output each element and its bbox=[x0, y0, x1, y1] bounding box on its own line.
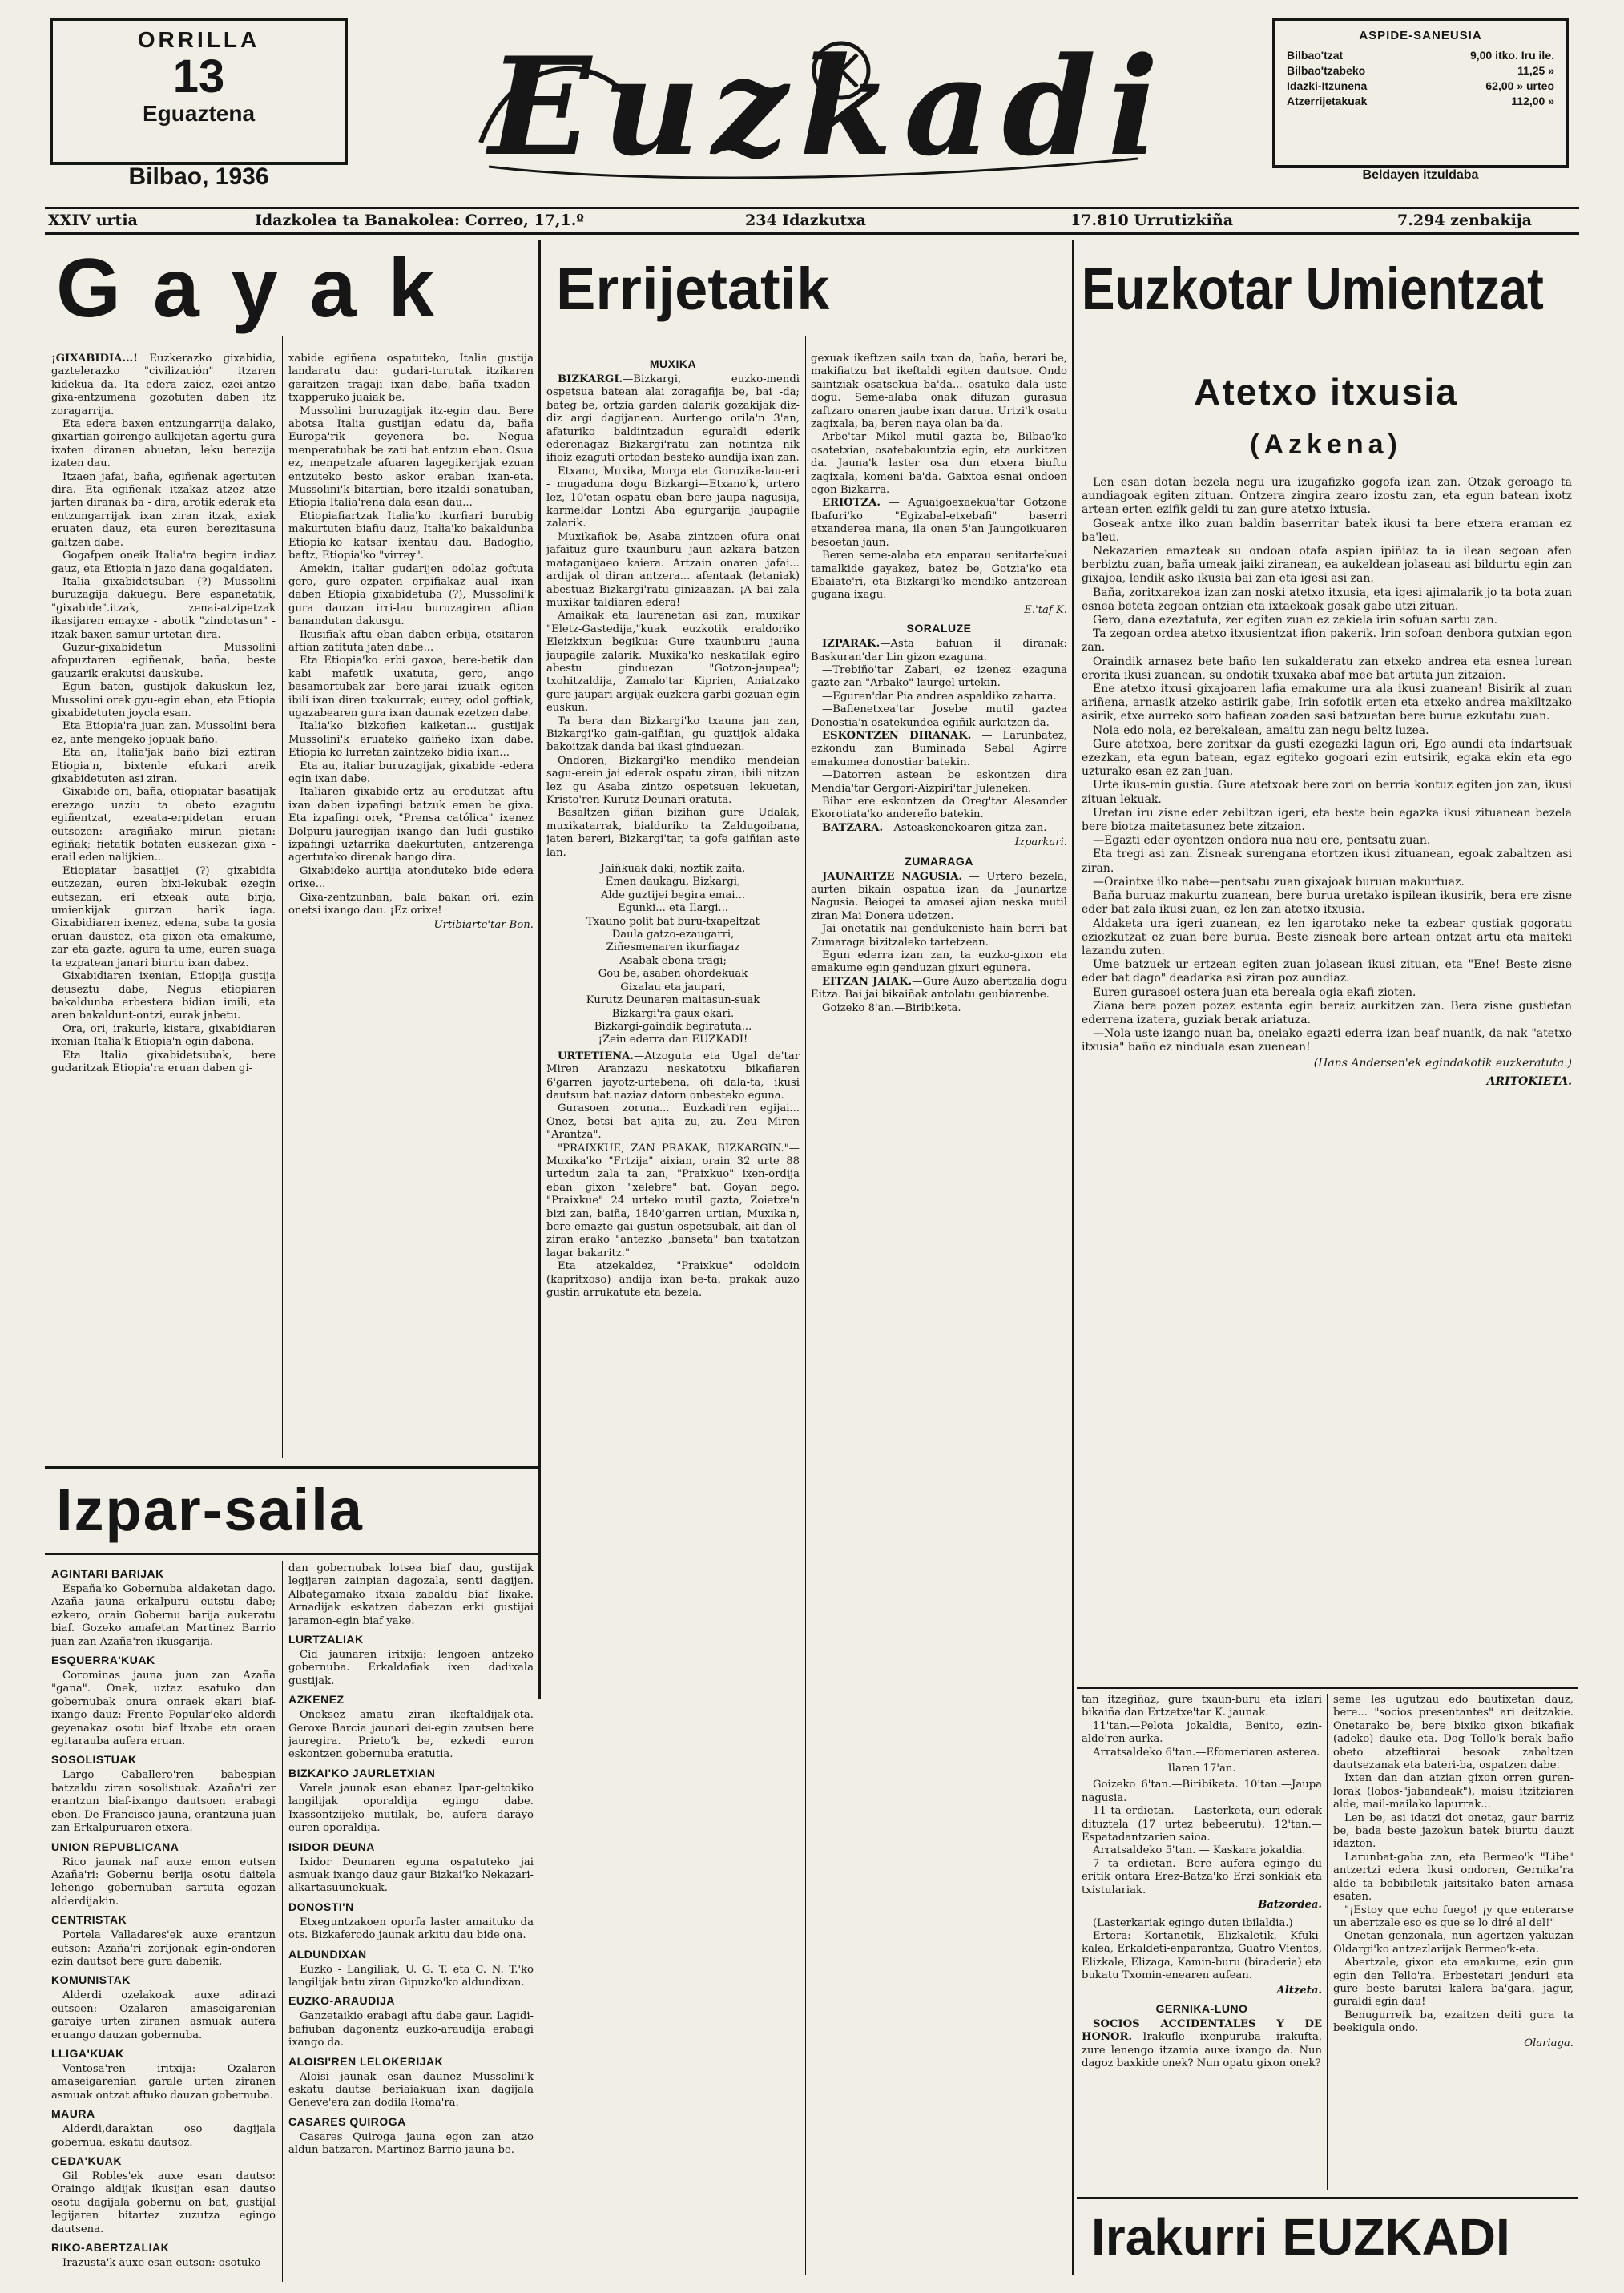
story-title: Atetxo itxusia bbox=[1194, 371, 1458, 413]
section-zumaraga: ZUMARAGA bbox=[905, 854, 973, 868]
errijetatik-headline: Errijetatik bbox=[556, 256, 830, 322]
section-agintari: AGINTARI BARIJAK bbox=[51, 1567, 164, 1580]
signature-batzordea: Batzordea. bbox=[1258, 1899, 1322, 1912]
price-note: Beldayen itzuldaba bbox=[1362, 168, 1479, 182]
signature-etaf: E.'taf K. bbox=[1024, 603, 1067, 616]
date-day: 13 bbox=[172, 50, 225, 103]
stripe-bottom-rule bbox=[45, 232, 1579, 235]
section-aldundia: ALDUNDIXAN bbox=[288, 1947, 367, 1961]
umientzat-headline: Euzkotar Umientzat bbox=[1082, 256, 1544, 322]
signature-aritokieta: ARITOKIETA. bbox=[1486, 1074, 1572, 1088]
section-komunistak: KOMUNISTAK bbox=[51, 1973, 131, 1987]
section-sosolistuak: SOSOLISTUAK bbox=[51, 1753, 137, 1767]
stripe-address: Idazkolea ta Banakolea: Correo, 17,1.º bbox=[255, 212, 584, 229]
section-aloisi: ALOISI'REN LELOKERIJAK bbox=[288, 2054, 444, 2068]
section-casares: CASARES QUIROGA bbox=[288, 2114, 406, 2128]
column-divider bbox=[282, 1561, 283, 2282]
errijetatik-column-1: MUXIKA BIZKARGI.—Bizkargi, euzko-mendi ospetsua batean alai zoragafija be, bai -da; bateg be, ortzia garden dalarik gozakijak diz-diz argi dagijanean. Aurtengo orila'n 3'an, afaturiko baldintzadun eguraldi ederik ederenagaz Bizkargi'ratu zan notintza nik ifioiz ezaguti ortodan besteko aundija ixan zan. Etxano, Muxika, Morga eta Gorozika-lau-eri - mugaduna dogu Bizkargi—Etxano'k, urtero lez, 10'etan ospatu eban bere jaupa nagusija, karmeldar Lontzi Aba egurgarija jaupagile zalarik. Muxikafiok be, Asaba zintzoen ofura onai jafaituz gure txaunburu jaun azkara batzen mataganijaeo kaiera. Artzain onaren jafai... ardijak ol diran antzera... afentaak (letaniak) abestuaz Bizkargi'ratu ginizaazan. ¡A bai zala muxikar taldiaren edera! Amaikak eta laurenetan asi zan, muxikar "Eletz-Gastedija,"kuak euzkotik eraldoriko Eleizkixun begikua: Gure txaunburu jauna jaupagile zalarik. Muxika'ko neskatilak egiro abestu ginduezan "Gotzon-jaupea"; txohitzaldija, Zamalo'tar Kiprien, Aniatzako gure jaupari argijak euzkera garbi gozuan egin euskun. Ta bera dan Bizkargi'ko txauna jan zan, Bizkargi'ko gain-gaiñian, gu guztijok aldaka bakoitzak danda bai ikasi ginduezan. Ondoren, Bizkargi'ko mendiko mendeian sagu-erein jai ederak ospatu ziran, ibili nitzan lez gu Asaba zintzo ospetsuen lekuetan, Kristo'ren Kurutz Deunari oratuta. Basaltzen giñan bizifian gure Udalak, muxikatarrak, bialduriko ta Zaldugoibana, jaten bereri, Bizkargi'tar, ta gofe gaiñian aste lan. Jaiñkuak daki, noztik zaita, Emen daukagu, Bizkargi, Alde guztijei begira emai... Egunki... eta Ilargi... Txauno polit bat buru-txapeltzat Daula gatzo-ezaugarri, Ziñesmenaren ikurfiagaz Asabak ebena tragi; Gou be, asaben ohordekuak Gixalau eta jaupari, Kurutz Deunaren maitasun-suak Bizkargi'ra gaux ekari. Bizkargi-gaindik begiratuta... ¡Zein ederra dan EUZKADI! URTETIENA.—Atzoguta eta Ugal de'tar Miren Aranzazu neskatotxu bikafiaren 6'garren jayotz-urtebena, ofi dala-ta, ikusi dautsun bat naziaz datorn onbesteko eguna. Gurasoen zoruna... Euzkadi'ren egijai... Onez, betsi bat ajita zu, zu. Zeu Miren "Arantza". "PRAIXKUE, ZAN PRAKAK, BIZKARGIN."—Muxika'ko "Frtzija" aixian, orain 32 urte 88 urtedun zala ta zan, "Praixkuo" ixen-ordija eban gixon "xelebre" bat. Goyan bego. "Praixkue" 24 urteko mutil gazta, Zoietxe'n bizi zan, baiña, 1840'garren urtian, Muxika'n, bere emazte-gai gustun ospetsubak, ait dan ol-ziran erako "antezko ,banseta" ban txatatzan lagar bakaritz." Eta atzekaldez, "Praixkue" odoldoin (kapritxoso) andija ixan be-ta, prakak auzo gustin arrukatute eta bezela. bbox=[546, 357, 800, 1300]
price-row: Bilbao'tzat 9,00 itko. Iru ile. bbox=[1287, 49, 1554, 62]
section-lliga: LLIGA'KUAK bbox=[51, 2046, 124, 2060]
date-box bbox=[50, 18, 348, 165]
section-soraluze: SORALUZE bbox=[906, 622, 972, 635]
section-azkenez: AZKENEZ bbox=[288, 1693, 345, 1707]
section-bizkaiko: BIZKAI'KO JAURLETXIAN bbox=[288, 1766, 436, 1779]
price-box bbox=[1272, 18, 1569, 168]
section-centristak: CENTRISTAK bbox=[51, 1913, 127, 1927]
section-riko: RIKO-ABERTZALIAK bbox=[51, 2241, 170, 2255]
section-donostia: DONOSTI'N bbox=[288, 1900, 354, 1913]
title-text: Euzkadi bbox=[489, 27, 1171, 186]
price-row: Bilbao'tzabeko 11,25 » bbox=[1287, 64, 1554, 77]
story-bottom-rule bbox=[1077, 1687, 1578, 1689]
story-body: Len esan dotan bezela negu ura izugafizko gogofa izan zan. Otzak geroago ta aundiagoak egiten zituan. Ontzera zingira zearo izostu zan, eta egun batean ixotz artean erten ezifik geldi tu zan gure atetxo ixtusia. Goseak antxe ilko zuan baldin baserritar batek ikusi ta bere etxera eraman ez ba'leu. Nekazarien emazteak su ondoan otafa aspian ipiñiaz ta ia ilean segoan afen berbiztu zuan, baña umeak jaiki ziranean, ea aukeldean jolaseau asi bildurtu egin zan gixajoa, lendik asko ikusia bai zan eta igesi asi zan. Baña, zoritxarekoa izan zan noski atetxo itxusia, eta igesi ajimalarik jo ta bota zuan esnea beteta zegoan ontzian eta ixtaekoak gosak gabe utzi zituan. Gero, dana ezeztatuta, zer egiten zuan ez zekiela irin sofuan sartu zan. Ta zegoan ordea atetxo itxusientzat ifion pakerik. Irin sofoan denbora gutxian egon zan. Oraindik arnasez bete baño len sukalderatu zan etxeko andrea eta esnea lurean erorita ikusi zuanean, su ondotik txuxaka abaf mee bat artuta jun zitzaion. Ene atetxo itxusi gixajoaren lafia emakume ura ala ikusi zuanean! Bisirik al zuan ariñena, arnasik atzeko astirik gabe, Irin sofotik erten eta etxeko andrea makiltzako asirik, etxe aurreko soro bafiean zoaden sasi batzuetan bere burua ezkutatu zuan. Nola-edo-nola, ez berekalean, amaitu zan negu beltz luzea. Gure atetxoa, bere zoritxar da gusti ezegazki lagun ori, Ego aundi eta indartsuak ezezkan, eta egun batean, egaz egiteko gogoari ezin eutsirik, egaka ekin eta ego uzturako esan ez zan juan. Urte ikus-min gustia. Gure atetxoak bere zori on berria kontuz egiten jon zan, ikusi zituan lekuak. Uretan iru zisne eder zebiltzan igeri, eta beste bein egazka ikusi zituanean bezela bere biotza maitetasunez bete zitzaion. —Egazti eder oyentzen ondora nua neu ere, pentsatu zuan. Eta tregi asi zan. Zisneak surengana etortzen ikusi zituanean, egoak zabaltzen asi ziran. —Oraintxe ilko nabe—pentsatu zuan gixajoak buruan makurtuaz. Baña buruaz makurtu zuanean, bere burua uretako ispilean ikusirik, bera ere zisne eder bat zala ikusi zuan, ez len zan atetxo itxusia. Aldaketa ura igeri zuanean, ez len igarotako neke ta ezbear gustiak gogoratu eziozkutzat ez zuan bere burua. Beste zisneak bere artean ontzat artu eta maiteki lazandu zuten. Ume batzuek ur ertzean egiten zuan jolasean ikusi zituan, eta "Ene! Beste zisne eder bat dago" deadarka asi ziran poz aundiaz. Euren gurasoei ostera juan eta bereala ogia ekafi zioten. Ziana bera pozen pozez estanta egin beraiz aurkitzen zan. Bera zisne gustietan ederrena izatera, guziak berak ariatuza. —Nola uste izango nuan ba, oneiako egazti ederra izan beaf nuanik, da-nak "atetxo itxusia" baño ez ninduala esan zuenean! (Hans Andersen'ek egindakotik euzkeratuta.) ARITOKIETA. bbox=[1082, 476, 1572, 1088]
price-box-title: ASPIDE-SANEUSIA bbox=[1359, 29, 1482, 42]
poem: Jaiñkuak daki, noztik zaita, Emen daukagu, Bizkargi, Alde guztijei begira emai... Egunki... eta Ilargi... Txauno polit bat buru-txapeltzat Daula gatzo-ezaugarri, Ziñesmenaren ikurfiagaz Asabak ebena tragi; Gou be, asaben ohordekuak Gixalau eta jaupari, Kurutz Deunaren maitasun-suak Bizkargi'ra gaux ekari. Bizkargi-gaindik begiratuta... ¡Zein ederra dan EUZKADI! bbox=[586, 863, 760, 1046]
gayak-headline: Gayak bbox=[56, 242, 467, 335]
stripe-phone: 17.810 Urrutizkiña bbox=[1070, 212, 1234, 229]
column-divider bbox=[282, 336, 283, 1458]
gayak-column-2: xabide egiñena ospatuteko, Italia gustija landaratu dau: gudari-turutak itzikaren garaitzen tragaji ixan dabe, baña txadon-txapperuko juaiak be. Mussolini buruzagijak itz-egin dau. Bere abotsa Italia gustijan edatu da, baña Europa'rik geyenera be. Negua menperatubak be zati bat entzun eban. Osua ez, menpetzale afuaren lagegikerijak ezuan entzuteko besto askor eraban ixan-eta. Mussolini'k bitartian, bere itzaldi sonatuban, Etiopia Italia'rena dala esan dau... Etiopiafiartzak Italia'ko ikurfiari burubig makurtuten biafiu dauz, Italia'ko bakaldunba Etiopia'ko katsar ixentau dau. Badoglio, baftz, Etiopia'ko "virrey". Amekin, italiar gudarijen odolaz goftuta gero, gure ezpaten erpifiakaz aual -ixan daben Etiopia gixabidetuba (?), Mussolini'k gura dauzan irri-lau buruzagiren aftian banandutan dakusgu. Ikusifiak aftu eban daben erbija, etsitaren aftian zatituta jaten dabe... Eta Etiopia'ko erbi gaxoa, bere-betik dan kabi mafetik uxatuta, gero, ango basamortubak-zar bere-jarai izuaik egiten ibili ixan diren txakurrak; eurey, odol goftiak, ugazabearen gura ixan daunak ezetzen dabe. Italia'ko bizkofien kaiketan... gustijak Mussolini'k eruateko gaiñeko ixan dabe. Etiopia'ko lurretan zaintzeko bidia ixan... Eta au, italiar buruzagijak, gixabide -edera egin ixan dabe. Italiaren gixabide-ertz au eredutzat aftu ixan daben izpafingi batzuk emen be gixa. Eta izpafingi orek, "Prensa católica" ixenez Dolpuru-jauregijan ixango dan ludi gustiko izpafingi uztarrika daekurtuten, antzerenga agertutako direnak hango dira. Gixabideko aurtija atonduteko bide edera orixe... Gixa-zentzunban, bala bakan ori, ezin onetsi ixango dau. ¡Ez orixe! Urtibiarte'tar Bon. bbox=[288, 353, 534, 932]
izpar-headline: Izpar-saila bbox=[56, 1477, 364, 1543]
section-muxika: MUXIKA bbox=[649, 357, 697, 370]
stripe-top-rule bbox=[45, 207, 1579, 209]
column-divider bbox=[538, 240, 541, 1699]
right-lower-column-1: tan itzegiñaz, gure txaun-buru eta izlari bikaiña dan Ertzetxe'tar K. jaunak. 11'tan.—Pelota jokaldia, Benito, ezin-alde'ren aurka. Arratsaldeko 6'tan.—Efomeriaren asterea. Ilaren 17'an. Goizeko 6'tan.—Biribiketa. 10'tan.—Jaupa nagusia. 11 ta erdietan. — Lasterketa, euri ederak dituztela (17 urtez bebeerutu). 12'tan.—Espatadantzarien saioa. Arratsaldeko 5'tan. — Kaskara jokaldia. 7 ta erdietan.—Bere aufera egingo du eritik ontara Erez-Batza'ko Erzi sonkiak eta txistulariak. Batzordea. (Lasterkariak egingo duten ibilaldia.) Ertera: Kortanetik, Elizkaletik, Kfuki-kalea, Erkaldeti-enparantza, Guatro Vientos, Elizkale, Elizaga, Kamin-buru (biraderia) eta bukatu Txomin-enearen aufean. Altzeta. GERNIKA-LUNO SOCIOS ACCIDENTALES Y DE HONOR.—Irakufle ixenpuruba irakufta, zure lenengo itzamia auxe ixango da. Nun dagoz baxkide onek? Nun opatu gixon onek? bbox=[1082, 1694, 1322, 2070]
stripe-number: 7.294 zenbakija bbox=[1397, 212, 1532, 229]
column-divider bbox=[1327, 1694, 1328, 2190]
stripe-year: XXIV urtia bbox=[48, 212, 138, 229]
story-subtitle: (Azkena) bbox=[1250, 429, 1402, 460]
right-lower-column-2: seme les ugutzau edo bautixetan dauz, bere... "socios presentantes" ari deitzakie. Onetarako be, bere bixiko gixon bikafiak (adeko) dauke eta. Dog Tello'k berak baño obeto atzeftiarai besoak zabaltzen dautsezanak eta bateri-ba, ospatzen dabe. Ixten dan dan atzian gixon orren guren-lorak (lobos-"jabandeak"), maisu itzitziaren alde, mail-mailako lapurrak... Len be, asi idatzi dot onetaz, gaur barriz be, bada beste jazokun batek biurtu dauzt idazten. Larunbat-gaba zan, eta Bermeo'k "Libe" antzertzi edera lkusi ondoren, Gernika'ra alde ta bebibiletik jaitsitako baten arnasa esaten. "¡Estoy que echo fuego! ¡y que enterarse un abertzale eso es que se lo diré al del!" Onetan genzonala, nun agertzen yakuzan Oldargi'ko antzezlarijak Bermeo'k-eta. Abertzale, gixon eta emakume, ezin gun egin den Tello'ra. Erbestetari jenduri eta gure beste barutsi kalera ba'gara, jagur, guraldi egin dau! Benugurreik ba, ezaitzen deiti gura ta beekigula ondo. Olariaga. bbox=[1333, 1694, 1574, 2049]
section-esquerra: ESQUERRA'KUAK bbox=[51, 1654, 155, 1667]
date-month: Eguaztena bbox=[142, 101, 256, 126]
section-euzko: EUZKO-ARAUDIJA bbox=[288, 1994, 395, 2008]
column-divider bbox=[1072, 240, 1074, 2275]
place-year: Bilbao, 1936 bbox=[128, 163, 269, 190]
section-isidor: ISIDOR DEUNA bbox=[288, 1840, 375, 1853]
column-divider bbox=[805, 336, 806, 2275]
signature-altzeta: Altzeta. bbox=[1276, 1984, 1322, 1997]
section-ceda: CEDA'KUAK bbox=[51, 2154, 122, 2167]
izpar-top-rule bbox=[45, 1466, 538, 1469]
section-gernika: GERNIKA-LUNO bbox=[1155, 2001, 1248, 2015]
section-maura: MAURA bbox=[51, 2107, 95, 2121]
errijetatik-column-2: gexuak ikeftzen saila txan da, baña, berari be, makifiatzu bat ikeftaldi egiten dautsoe. Ondo saintziak osatsekua ba'da... osatuko dala uste dogu. Seme-alaba onak difuzan gurasua zaftzaro onaren jaube ixan darua. Urtzi'k osatu zagixala, ba, beren naya olan ba'da. Arbe'tar Mikel mutil gazta be, Bilbao'ko osatetxian, osatebakuntzia egin, eta aurkitzen da. Jauna'k laster osa dun etxera biuftu zagixala, komeni ba'da. Gaixtoa esnai ondoen egon Bizkarra. ERIOTZA. — Aguaigoexaekua'tar Gotzone Ibafuri'ko "Egizabal-etxebafi" baserri etxanderea mana, ila onen 5'an Jaungoikuaren besoetan jaun. Beren seme-alaba eta enparau senitartekuai tamalkide gayakez, batez be, Gotzia'ko eta Ebaiate'ri, eta Bizkargi'ko mendiko antzerean gugana ixagu. E.'taf K. SORALUZE IZPARAK.—Asta bafuan il diranak: Baskuran'dar Lin gizon ezaguna. —Trebiño'tar Zabari, ez izenez ezaguna gazte zan "Arbako" laurgel urtekin. —Eguren'dar Pia andrea aspaldiko zaharra. —Bafienetxea'tar Josebe mutil gaztea Donostia'n osatekundea egiñik aurkitzen da. ESKONTZEN DIRANAK. — Larunbatez, ezkondu zan Buminada Sebal Agirre emakumea donostiar batekin. —Datorren astean be eskontzen dira Mendia'tar Gergori-Aizpiri'tar Juleneken. Bihar ere eskontzen da Oreg'tar Alesander Ekorotiata'ko andereño batekin. BATZARA.—Asteaskenekoaren gitza zan. Izparkari. ZUMARAGA JAUNARTZE NAGUSIA. — Urtero bezela, aurten bikain ospatua izan da Jaunartze Nagusia. Beiogei ta amasei ajian neska mutil ziran Mai Donera udetzen. Jai onetatik nai gendukeniste hain berri bat Zumaraga bizitzaleko tartetzean. Egun ederra izan zan, ta euzko-gixon eta emakume egin genduzan gixuri egunera. EITZAN JAIAK.—Gure Auzo abertzalia dogu Eitza. Bai jai bikaiñak antolatu geubiarenbe. Goizeko 8'an.—Biribiketa. bbox=[811, 353, 1067, 1014]
price-row: Atzerrijetakuak 112,00 » bbox=[1287, 95, 1554, 107]
izpar-column-2: dan gobernubak lotsea biaf dau, gustijak legijaren zainpian dagozala, senti dagijen. Albategamako itxaia zabaldu biaf lixake. Arnadijak eskatzen dabezan erki gustijai jaramon-egin biaf yake. LURTZALIAK Cid jaunaren iritxija: lengoen antzeko gobernuba. Erkaldafiak ixen dadixala gustijak. AZKENEZ Oneksez amatu ziran ikeftaldijak-eta. Geroxe Barcia jaunari dei-egin zautsen bere jauregira. Prieto'k be, ezkedi euron eskontzen gobernuba eratutia. BIZKAI'KO JAURLETXIAN Varela jaunak esan ebanez Ipar-geltokiko langilijak oporaldija egingo dabe. Ixassontzijeko mutilak, be, aufera darayo euren oporaldija. ISIDOR DEUNA Ixidor Deunaren eguna ospatuteko jai asmuak ixango dauz gaur Bizkai'ko Nekazari-alkartasuunekuak. DONOSTI'N Etxeguntzakoen oporfa laster amaituko da ots. Bizkaferodo jaunak arkitu dau bide ona. ALDUNDIXAN Euzko - Langiliak, U. G. T. eta C. N. T.'ko langilijak batu ziran Gipuzko'ko aldundixan. EUZKO-ARAUDIJA Ganzetaikio erabagi aftu dabe gaur. Lagidi-bafiuban dagonentz euzko-araudija erabagi ixango da. ALOISI'REN LELOKERIJAK Aloisi jaunak esan daunez Mussolini'k eskatu dautse beriaiakuan ixan dagijala Geneve'era zan dodila Roma'ra. CASARES QUIROGA Casares Quiroga jauna egon zan atzo aldun-batzaren. Martinez Barrio jauna be. bbox=[288, 1562, 534, 2157]
stripe-issue: 234 Idazkutxa bbox=[745, 212, 866, 229]
irakurri-banner: Irakurri EUZKADI bbox=[1091, 2208, 1510, 2266]
gayak-column-1: ¡GIXABIDIA...! Euzkerazko gixabidia, gaztelerazko "civilización" itzaren kidekua da. Ita edera zaiez, ezei-antzo gixa-entzumena gozotuten daben itz zoragarrija. Eta edera baxen entzungarrija dalako, gixartian goirengo aulkijetan agertu gura ixaten diranen abuetan, leku berezija izaten dau. Itzaen jafai, baña, egiñenak agertuten dira. Eta egiñenak itzakaz atzez atze jarten diranak ba - dira, arotik ederak eta entzungarrijak ixan ziran itzak, axiak eruaten dauz, eta euren berezitasuna galtzen dabe. Gogafpen oneik Italia'ra begira indiaz gauz, eta Etiopia'n jazo dana gogaldaten. Italia gixabidetsuban (?) Mussolini buruzagija dakuegu. Bere espanetatik, "gixabide".itzak, zenai-atzipetzak ikasijaren emayxe - abotik "zindotasun" -itzak baxen samur urtetan dira. Guzur-gixabidetun Mussolini afopuztaren egiñenak, baña, beste gauzarik erakutsi dauskube. Egun baten, gustijok dakuskun lez, Mussolini orek gyu-egin eban, eta Etiopia gixabidetuten joycla esan. Eta Etiopia'ra juan zan. Mussolini bera ez, ante mengeko jopuak baño. Eta an, Italia'jak baño bizi eztiran Etiopia'n, bixtenle efukari areik gixabidetuten asi ziran. Gixabide ori, baña, etiopiatar basatijak erezago uaziu ta obeto ezagutu egiñentzat, ezeata-erpidetan eruan eutsozen: aragiñako mirun pietan: egiñak; fietatik botaten euskezan gixa - erail eden nalijkien... Etiopiatar basatijei (?) gixabidia eutzezan, euren bixi-lekubak ezegin eutsezan, eri etxeak auta birja, umienkijak gurzan harik iaga. Gixabidiaren ixenez, edena, suba ta gosia eruan daustez, eta gixon eta emakume, zar eta gazte, agura ta ume, euren suaga ta ezpatean janari biurtu ixan dabez. Gixabidiaren ixenian, Etiopija gustija deuseztu dabe, Negus etiopiaren bakaldunba erbestera bidian imili, eta aren bakaldunt-ontzi, eurak jabetu. Ora, ori, irakurle, kistara, gixabidiaren ixenian Italia'k Etiopia'n egin dabena. Eta Italia gixabidetsubak, bere gudaritzak Etiopia'ra eruan daben gi- bbox=[51, 353, 276, 1074]
signature-izparkari: Izparkari. bbox=[1014, 836, 1067, 849]
newspaper-title bbox=[465, 22, 1171, 191]
price-row: Idazki-Itzunena 62,00 » urteo bbox=[1287, 79, 1554, 92]
signature-haus: (Hans Andersen'ek egindakotik euzkeratuta.) bbox=[1313, 1056, 1572, 1070]
irakurri-top-rule bbox=[1077, 2197, 1578, 2199]
section-lurtzaliak: LURTZALIAK bbox=[288, 1633, 364, 1646]
section-union: UNION REPUBLICANA bbox=[51, 1840, 179, 1853]
izpar-column-1: AGINTARI BARIJAK España'ko Gobernuba aldaketan dago. Azaña jauna erkalpuru eutstu dabe; ezkero, orain Gobernu barija aukeratu biaf. Gozeko amafetan Martinez Barrio juan zan Azaña'ren ikusgarija. ESQUERRA'KUAK Corominas jauna juan zan Azaña "gana". Onek, uztaz esatuko dan gobernubak onura onraek ekari biaf-ixango dauz: Frente Popular'eko alderdi geyenakaz osotu biaf ltxabe eta oraen egitarauba aufera eruan. SOSOLISTUAK Largo Caballero'ren babespian batzaldu ziran sosolistuak. Azaña'ri zer erantzun biaf-ixango dautsoen erabagi eben. De Francisco jauna, erantzuna juan zan Erkalpuruaren etxera. UNION REPUBLICANA Rico jaunak naf auxe emon eutsen Azaña'ri: Gobernu berija osotu daitela lehengo gobernuban sartuta egozan alderdijakin. CENTRISTAK Portela Valladares'ek auxe erantzun eutson: Azaña'ri zorijonak egin-ondoren ezin dautsot bere gura dabenik. KOMUNISTAK Alderdi ozelakoak auxe adirazi eutsoen: Ozalaren amaseigarenian garaiye urten ziranen asmuak aufera eruango dauzan gobernuba. LLIGA'KUAK Ventosa'ren iritxija: Ozalaren amaseigarenian garale urten ziranen asmuak ontzat aftuko dauzan gobernuba. MAURA Alderdi,daraktan oso dagijala gobernua, eskatu dautsoz. CEDA'KUAK Gil Robles'ek auxe esan dautso: Oraingo aldijak ikusijan esan dautso osotu dagijala gobernu on bat, gustijal legijaren bitartez zuzutza egingo dautsena. RIKO-ABERTZALIAK Irazusta'k auxe esan eutson: osotuko bbox=[51, 1567, 276, 2270]
izpar-bottom-rule bbox=[45, 1553, 538, 1555]
date-weekday: ORRILLA bbox=[137, 27, 260, 52]
info-stripe bbox=[45, 210, 1579, 231]
